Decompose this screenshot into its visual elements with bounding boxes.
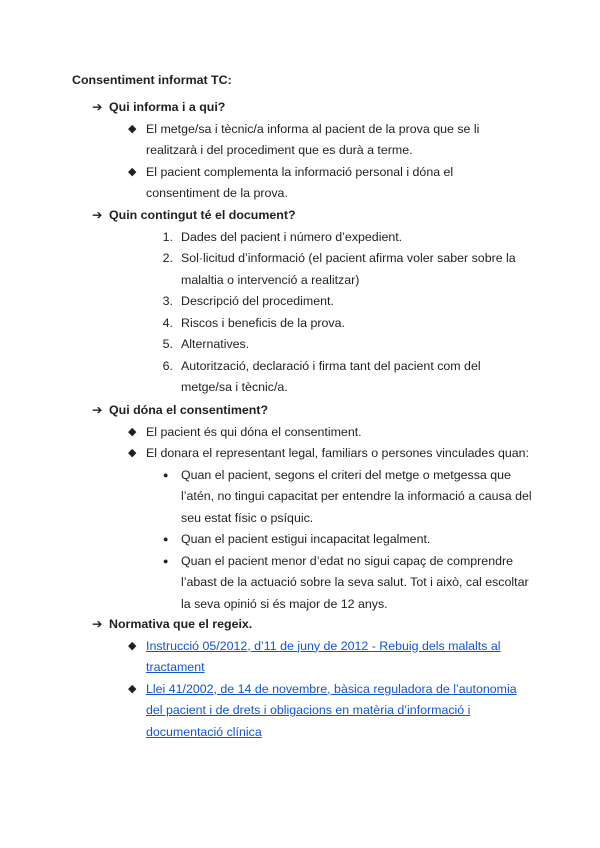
diamond-bullet-icon: ◆ [128,425,137,438]
list-number: 1. [162,229,173,244]
list-item [92,313,522,335]
list-item-text: Quan el pacient estigui incapacitat legalment. [181,532,431,546]
section-heading-text: Qui dóna el consentiment? [109,403,269,417]
list-number: 2. [162,251,173,265]
list-item-text: El metge/sa i tècnic/a informa al pacient de la prova que se li realitzarà i del procediment que es durà a terme. [146,121,480,157]
bullet-list [92,119,487,205]
arrow-icon: ➔ [92,403,103,417]
arrow-icon: ➔ [92,208,103,222]
list-item-text: Sol·licitud d’informació (el pacient afirma voler saber sobre la malaltia o intervenció a realitzar) [181,251,516,287]
list-number: 4. [162,315,173,330]
list-number: 5. [162,337,173,351]
list-item-text: Quan el pacient menor d’edat no sigui capaç de comprendre l’abast de la actuació sobre la seva salut. Tot i això, cal escoltar la seva opinió si és major de 12 anys. [181,553,529,611]
list-item-text: Alternatives. [181,337,250,351]
list-item [92,529,532,551]
list-item [92,422,532,444]
bullet-list [92,422,532,465]
section-heading [92,97,487,119]
list-item [92,162,487,205]
list-item-text: El pacient és qui dóna el consentiment. [146,424,362,439]
sub-bullet-list [92,465,532,616]
dot-bullet-icon: ● [163,534,169,544]
diamond-bullet-icon: ◆ [128,682,137,695]
list-item-text: El donara el representant legal, familiars o persones vinculades quan: [146,446,529,460]
list-item-text: Dades del pacient i número d’expedient. [181,229,403,244]
diamond-bullet-icon: ◆ [128,165,137,178]
list-item [92,679,532,744]
section-heading-text: Qui informa i a qui? [109,100,226,114]
list-item [92,636,532,679]
section-document-content [92,205,522,399]
list-item [92,291,522,313]
law-41-2002-link[interactable]: Llei 41/2002, de 14 de novembre, bàsica reguladora de l’autonomia del pacient i de drets i obligacions en matèria d’informació i documentació clínica [146,681,517,739]
arrow-icon: ➔ [92,100,103,114]
section-heading-text: Normativa que el regeix. [109,617,253,631]
list-item-text: Descripció del procediment. [181,294,334,308]
section-heading [92,614,532,636]
dot-bullet-icon: ● [163,555,169,566]
diamond-bullet-icon: ◆ [128,122,137,135]
section-who-informs [92,97,487,205]
instruction-05-2012-link[interactable]: Instrucció 05/2012, d’11 de juny de 2012 - Rebuig dels malalts al tractament [146,638,501,674]
document-title: Consentiment informat TC: [72,73,232,87]
list-item-text: Autorització, declaració i firma tant del pacient com del metge/sa i tècnic/a. [181,358,481,394]
list-item [92,119,487,162]
section-heading-text: Quin contingut té el document? [109,208,296,222]
list-item [92,443,532,465]
section-who-consents [92,400,532,615]
section-regulations [92,614,532,743]
list-item [92,551,532,616]
section-heading [92,400,532,422]
list-number: 6. [162,358,173,373]
list-number: 3. [162,294,173,308]
diamond-bullet-icon: ◆ [128,447,137,459]
list-item-text: Riscos i beneficis de la prova. [181,315,345,330]
diamond-bullet-icon: ◆ [128,639,137,652]
list-item [92,334,522,356]
list-item [92,248,522,291]
list-item-text: El pacient complementa la informació personal i dóna el consentiment de la prova. [146,164,454,200]
list-item [92,465,532,530]
link-list [92,636,532,744]
list-item [92,356,522,399]
list-item [92,227,522,249]
dot-bullet-icon: ● [163,469,169,480]
numbered-list [92,227,522,399]
arrow-icon: ➔ [92,617,103,631]
list-item-text: Quan el pacient, segons el criteri del metge o metgessa que l’atén, no tingui capacitat per entendre la informació a causa del seu estat físic o psíquic. [181,467,532,525]
section-heading [92,205,522,227]
